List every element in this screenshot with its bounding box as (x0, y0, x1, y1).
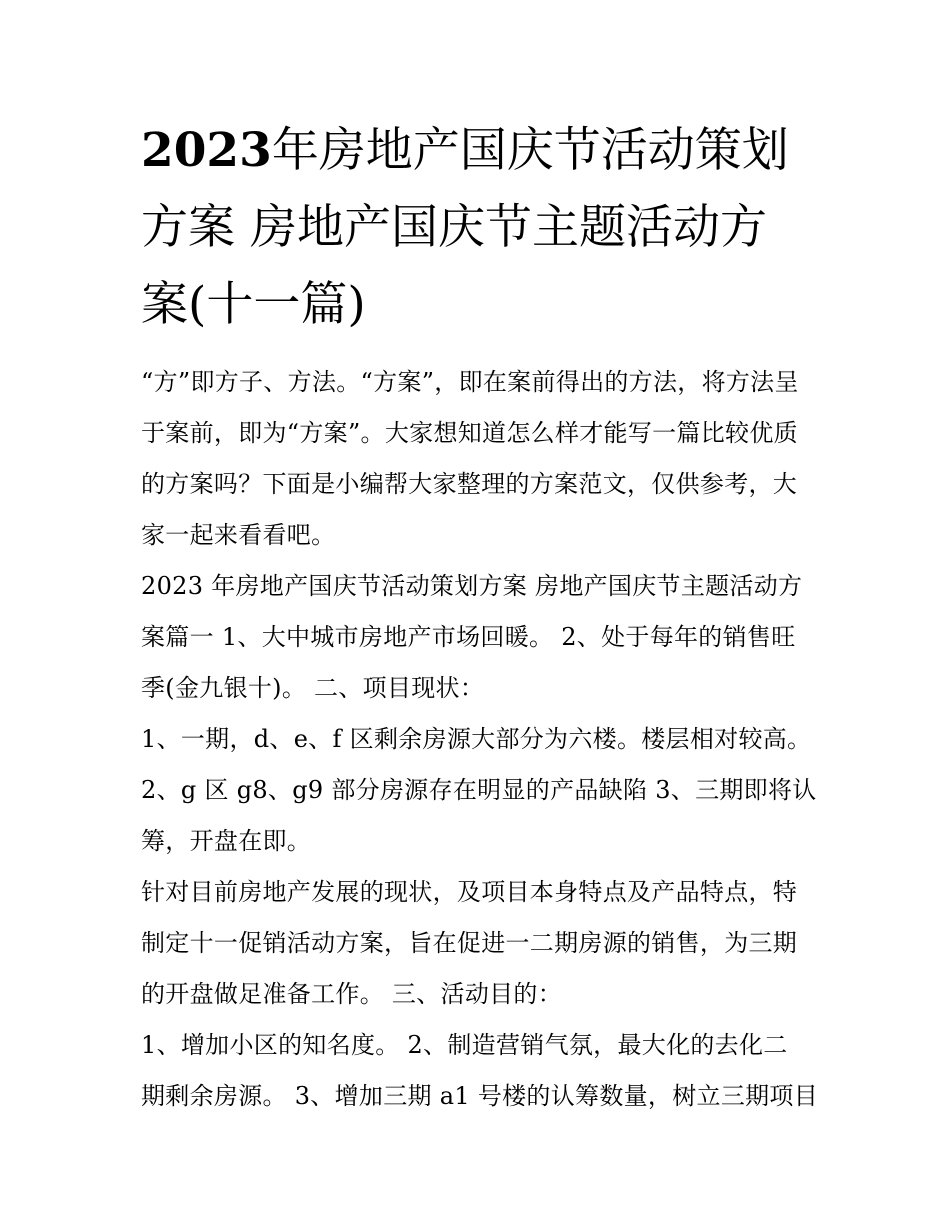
title-line-1 (141, 112, 813, 189)
paragraph-line: 筹，开盘在即。 (141, 827, 312, 855)
paragraph-status-2 (141, 765, 817, 867)
paragraph-goals (141, 1020, 819, 1122)
paragraph-intro (141, 357, 813, 561)
paragraph-line: 2、g 区 g8、g9 部分房源存在明显的产品缺陷 3、三期即将认 (141, 776, 817, 804)
paragraph-line: “方”即方子、方法。“方案”，即在案前得出的方法，将方法呈 (141, 368, 799, 396)
paragraph-line: 2023 年房地产国庆节活动策划方案 房地产国庆节主题活动方 (141, 572, 803, 600)
paragraph-line: 1、一期，d、e、f 区剩余房源大部分为六楼。楼层相对较高。 (141, 725, 812, 753)
paragraph-line: 制定十一促销活动方案，旨在促进一二期房源的销售，为三期 (141, 929, 798, 957)
paragraph-plan (141, 867, 813, 1020)
paragraph-line: 案篇一 1、大中城市房地产市场回暖。 2、处于每年的销售旺 (141, 623, 796, 651)
document-page (141, 112, 819, 1122)
paragraph-line: 1、增加小区的知名度。 2、制造营销气氛，最大化的去化二 (141, 1031, 788, 1059)
title-line-1-text: 年房地产国庆节活动策划 (271, 123, 789, 178)
paragraph-line: 的开盘做足准备工作。 三、活动目的： (141, 980, 563, 1008)
paragraph-line: 期剩余房源。 3、增加三期 a1 号楼的认筹数量，树立三期项目 (141, 1082, 819, 1110)
paragraph-line: 季(金九银十)。 二、项目现状： (141, 674, 485, 702)
title-line-2: 方案 房地产国庆节主题活动方 (141, 200, 767, 255)
paragraph-line: 家一起来看看吧。 (141, 521, 336, 549)
title-year: 2023 (141, 123, 272, 178)
document-title (141, 112, 813, 343)
paragraph-status-1 (141, 714, 813, 765)
paragraph-line: 的方案吗？下面是小编帮大家整理的方案范文，仅供参考，大 (141, 470, 798, 498)
title-line-3: 案(十一篇) (141, 277, 366, 332)
paragraph-line: 于案前，即为“方案”。大家想知道怎么样才能写一篇比较优质 (141, 419, 798, 447)
paragraph-background (141, 561, 813, 714)
paragraph-line: 针对目前房地产发展的现状，及项目本身特点及产品特点，特 (141, 878, 798, 906)
